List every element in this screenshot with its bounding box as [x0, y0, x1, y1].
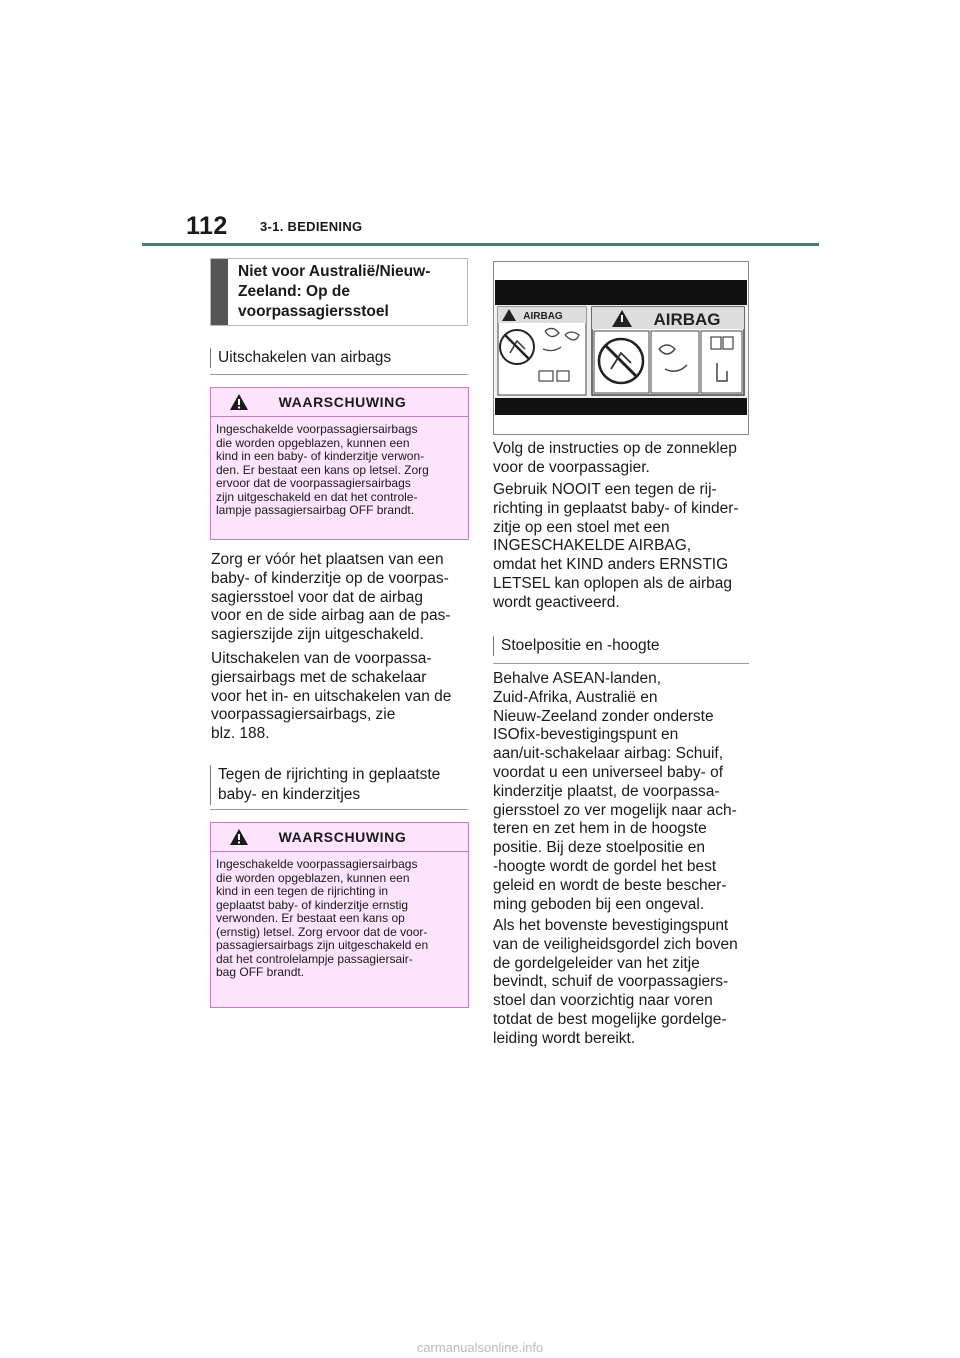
subheading-rearfacing: [210, 765, 468, 805]
warning-line: die worden opgeblazen, kunnen een: [216, 870, 410, 885]
text-line: kinderzitje plaatst, de voorpassa-: [493, 782, 720, 800]
warning-line: den. Er bestaat een kans op letsel. Zorg: [216, 462, 429, 477]
warning-line: verwonden. Er bestaat een kans op: [216, 911, 405, 925]
subheading-seat-position: [493, 636, 749, 656]
text-line: Gebruik NOOIT een tegen de rij-: [493, 481, 717, 498]
text-line: voor en de side airbag aan de pas-: [211, 607, 451, 625]
warning-line: Ingeschakelde voorpassagiersairbags: [216, 422, 418, 436]
text-line: baby- en kinderzitjes: [218, 786, 361, 803]
warning-header-2: [211, 823, 468, 852]
paragraph-never: [493, 481, 755, 613]
warning-line: lampje passagiersairbag OFF brandt.: [216, 503, 415, 517]
subheading-airbags: [210, 348, 468, 368]
text-line: omdat het KIND anders ERNSTIG: [493, 556, 729, 574]
warning-triangle-icon: [229, 393, 249, 411]
warning-line: kind in een baby- of kinderzitje verwon-: [216, 449, 425, 463]
text-line: Uitschakelen van de voorpassa-: [211, 650, 432, 667]
text-line: sagiersstoel voor dat de airbag: [211, 588, 423, 606]
text-line: zitje op een stoel met een: [493, 518, 670, 536]
paragraph-instructions: [493, 440, 753, 478]
warning-line: Ingeschakelde voorpassagiersairbags: [216, 857, 418, 871]
warning-body-1: [211, 417, 468, 518]
text-line: INGESCHAKELDE AIRBAG,: [493, 537, 692, 555]
paragraph-placing: [211, 551, 471, 645]
warning-body-2: [211, 852, 468, 980]
text-line: stoel dan voorzichtig naar voren: [493, 992, 713, 1010]
warning-box-1: [210, 387, 469, 540]
text-line: voorpassagiersairbags, zie: [211, 706, 396, 724]
text-line: Behalve ASEAN-landen,: [493, 670, 662, 687]
warning-line: (ernstig) letsel. Zorg ervoor dat de voor-: [216, 924, 428, 939]
text-line: Tegen de rijrichting in geplaatste: [218, 766, 441, 783]
text-line: wordt geactiveerd.: [493, 593, 620, 611]
text-line: blz. 188.: [211, 725, 270, 743]
text-line: ming geboden bij een ongeval.: [493, 895, 705, 913]
watermark: carmanualsonline.info: [416, 1340, 544, 1355]
region-bar: [211, 259, 228, 325]
warning-line: geplaatst baby- of kinderzitje ernstig: [216, 897, 409, 912]
warning-header-1: [211, 388, 468, 417]
subheading-seat-text: Stoelpositie en -hoogte: [501, 637, 660, 654]
subheading-rule: [210, 374, 468, 375]
text-line: van de veiligheidsgordel zich boven: [493, 935, 738, 953]
subheading-rule: [493, 663, 749, 664]
text-line: giersairbags met de schakelaar: [211, 668, 427, 686]
paragraph-switching: [211, 650, 471, 744]
large-label-text: AIRBAG: [653, 310, 721, 329]
paragraph-belt: [493, 917, 755, 1049]
text-line: de gordelgeleider van het zitje: [493, 954, 700, 972]
text-line: sagierszijde zijn uitgeschakeld.: [211, 626, 424, 644]
text-line: giersstoel zo ver mogelijk naar ach-: [493, 801, 737, 819]
text-line: aan/uit-schakelaar airbag: Schuif,: [493, 745, 724, 763]
text-line: Zorg er vóór het plaatsen van een: [211, 551, 444, 568]
text-line: LETSEL kan oplopen als de airbag: [493, 574, 732, 592]
warning-line: bag OFF brandt.: [216, 965, 305, 979]
region-text: Niet voor Australië/Nieuw-Zeeland: Op de voorpassagiersstoel: [238, 263, 431, 320]
warning-line: zijn uitgeschakeld en dat het controle-: [216, 489, 418, 504]
text-line: voor de voorpassagier.: [493, 458, 650, 476]
region-box: [210, 258, 468, 326]
airbag-label-dark-band: [495, 280, 747, 415]
airbag-label-panel: [495, 305, 747, 398]
warning-line: passagiersairbags zijn uitgeschakeld en: [216, 938, 429, 952]
warning-line: dat het controlelampje passagiersair-: [216, 951, 413, 966]
warning-line: kind in een tegen de rijrichting in: [216, 884, 389, 898]
text-line: -hoogte wordt de gordel het best: [493, 857, 717, 875]
text-line: geleid en wordt de beste bescher-: [493, 876, 727, 894]
text-line: Zuid-Afrika, Australië en: [493, 688, 658, 706]
text-line: Als het bovenste bevestigingspunt: [493, 917, 729, 934]
text-line: richting in geplaatst baby- of kinder-: [493, 499, 739, 517]
text-line: Nieuw-Zeeland zonder onderste: [493, 707, 714, 725]
warning-title-1: WAARSCHUWING: [278, 394, 407, 410]
text-line: voor het in- en uitschakelen van de: [211, 687, 452, 705]
text-line: baby- of kinderzitje op de voorpas-: [211, 569, 449, 587]
text-line: teren en zet hem in de hoogste: [493, 820, 707, 838]
airbag-label-image: [493, 261, 749, 435]
paragraph-seat: [493, 670, 755, 914]
text-line: positie. Bij deze stoelpositie en: [493, 839, 705, 857]
warning-line: die worden opgeblazen, kunnen een: [216, 435, 410, 450]
text-line: totdat de best mogelijke gordelge-: [493, 1010, 727, 1028]
warning-line: ervoor dat de voorpassagiersairbags: [216, 476, 411, 490]
page-number: 112: [186, 212, 228, 240]
warning-box-2: [210, 822, 469, 1008]
warning-triangle-icon: [229, 828, 249, 846]
text-line: ISOfix-bevestigingspunt en: [493, 726, 679, 744]
text-line: voordat u een universeel baby- of: [493, 763, 724, 781]
subheading-airbags-text: Uitschakelen van airbags: [218, 349, 392, 366]
header-rule: [142, 243, 819, 246]
text-line: bevindt, schuif de voorpassagiers-: [493, 973, 729, 991]
subheading-rule: [210, 809, 468, 810]
section-title: 3-1. BEDIENING: [260, 219, 363, 234]
airbag-label-illustration: [495, 305, 747, 398]
small-label-text: AIRBAG: [523, 311, 563, 322]
text-line: Volg de instructies op de zonneklep: [493, 440, 737, 457]
warning-title-2: WAARSCHUWING: [278, 829, 407, 845]
text-line: leiding wordt bereikt.: [493, 1029, 636, 1047]
